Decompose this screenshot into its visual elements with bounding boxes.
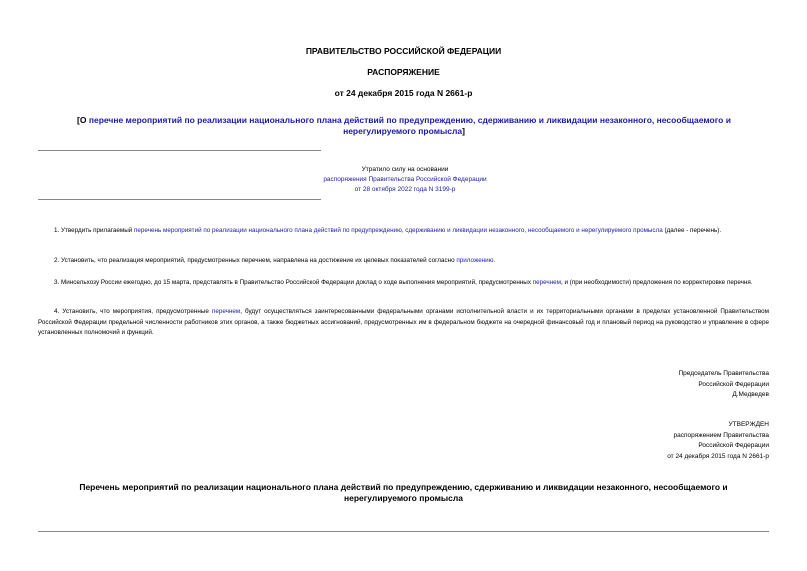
document-title: [62, 115, 746, 137]
p1-link[interactable]: перечень мероприятий по реализации национального плана действий по предупреждению, сдерживанию и ликвидации незаконного, несообщаемого и нерегулируемого промысла: [134, 227, 663, 234]
approved-heading: УТВЕРЖДЕН: [728, 421, 769, 428]
divider-top: [38, 150, 321, 151]
approval-block: [667, 420, 769, 462]
government-heading: ПРАВИТЕЛЬСТВО РОССИЙСКОЙ ФЕДЕРАЦИИ: [305, 46, 502, 56]
p4-text: 4. Установить, что мероприятия, предусмотренные: [54, 308, 212, 315]
p3-link[interactable]: перечнем: [532, 279, 562, 286]
document-type-heading: РАСПОРЯЖЕНИЕ: [367, 67, 440, 77]
title-open-bracket: [О: [77, 115, 89, 125]
signature-name: Д.Медведев: [732, 391, 769, 398]
divider-footer: [38, 531, 769, 532]
lapse-notice: [270, 165, 540, 195]
title-close-bracket: ]: [462, 126, 465, 136]
signature-block: [678, 369, 769, 401]
paragraph-2: [38, 256, 769, 267]
approved-line-3: Российской Федерации: [698, 442, 769, 449]
lapse-link-order[interactable]: распоряжения Правительства Российской Федерации: [323, 176, 487, 183]
signature-line-1: Председатель Правительства: [678, 370, 769, 377]
p2-link[interactable]: приложению: [456, 257, 494, 264]
lapse-link-date[interactable]: от 28 октября 2022 года N 3199-р: [354, 186, 456, 193]
p1-text: 1. Утвердить прилагаемый: [54, 227, 135, 234]
p2-text-end: .: [493, 257, 496, 264]
divider-bottom: [38, 199, 321, 200]
p3-text: 3. Минсельхозу России ежегодно, до 15 марта, представлять в Правительство Российской Федерации доклад о ходе выполнения мероприятий, предусмотренных: [54, 279, 533, 286]
lapse-line-1: Утратило силу на основании: [361, 166, 449, 173]
paragraph-1: [38, 226, 769, 237]
list-title: Перечень мероприятий по реализации национального плана действий по предупреждению, сдерживанию и ликвидации незаконного, несообщаемого и нерегулируемого промысла: [79, 482, 728, 503]
p3-text-end: , и (при необходимости) предложения по корректировке перечня.: [561, 279, 753, 286]
signature-line-2: Российской Федерации: [698, 380, 769, 388]
paragraph-4: [38, 307, 769, 339]
p4-text-end: , будут осуществляться заинтересованными федеральными органами исполнительной власти и их территориальными органами в пределах установленной Правительством Российской Федерации предельной численности работников этих органов, а также бюджетных ассигнований, предусмотренных им в федеральном бюджете на очередной финансовый год и плановый период на руководство и управление в сфере установленных полномочий и функций.: [38, 308, 769, 336]
document-date-number: от 24 декабря 2015 года N 2661-р: [334, 88, 473, 98]
p1-text-end: (далее - перечень).: [662, 227, 722, 234]
p4-link[interactable]: перечнем: [211, 308, 241, 315]
title-link[interactable]: перечне мероприятий по реализации национального плана действий по предупреждению, сдерживанию и ликвидации незаконного, несообщаемого и нерегулируемого промысла: [88, 115, 731, 136]
approved-line-4: от 24 декабря 2015 года N 2661-р: [667, 452, 769, 460]
paragraph-3: [38, 278, 769, 289]
approved-line-2: распоряжением Правительства: [673, 431, 769, 439]
p2-text: 2. Установить, что реализация мероприятий, предусмотренных перечнем, направлена на достижение их целевых показателей согласно: [54, 257, 457, 264]
